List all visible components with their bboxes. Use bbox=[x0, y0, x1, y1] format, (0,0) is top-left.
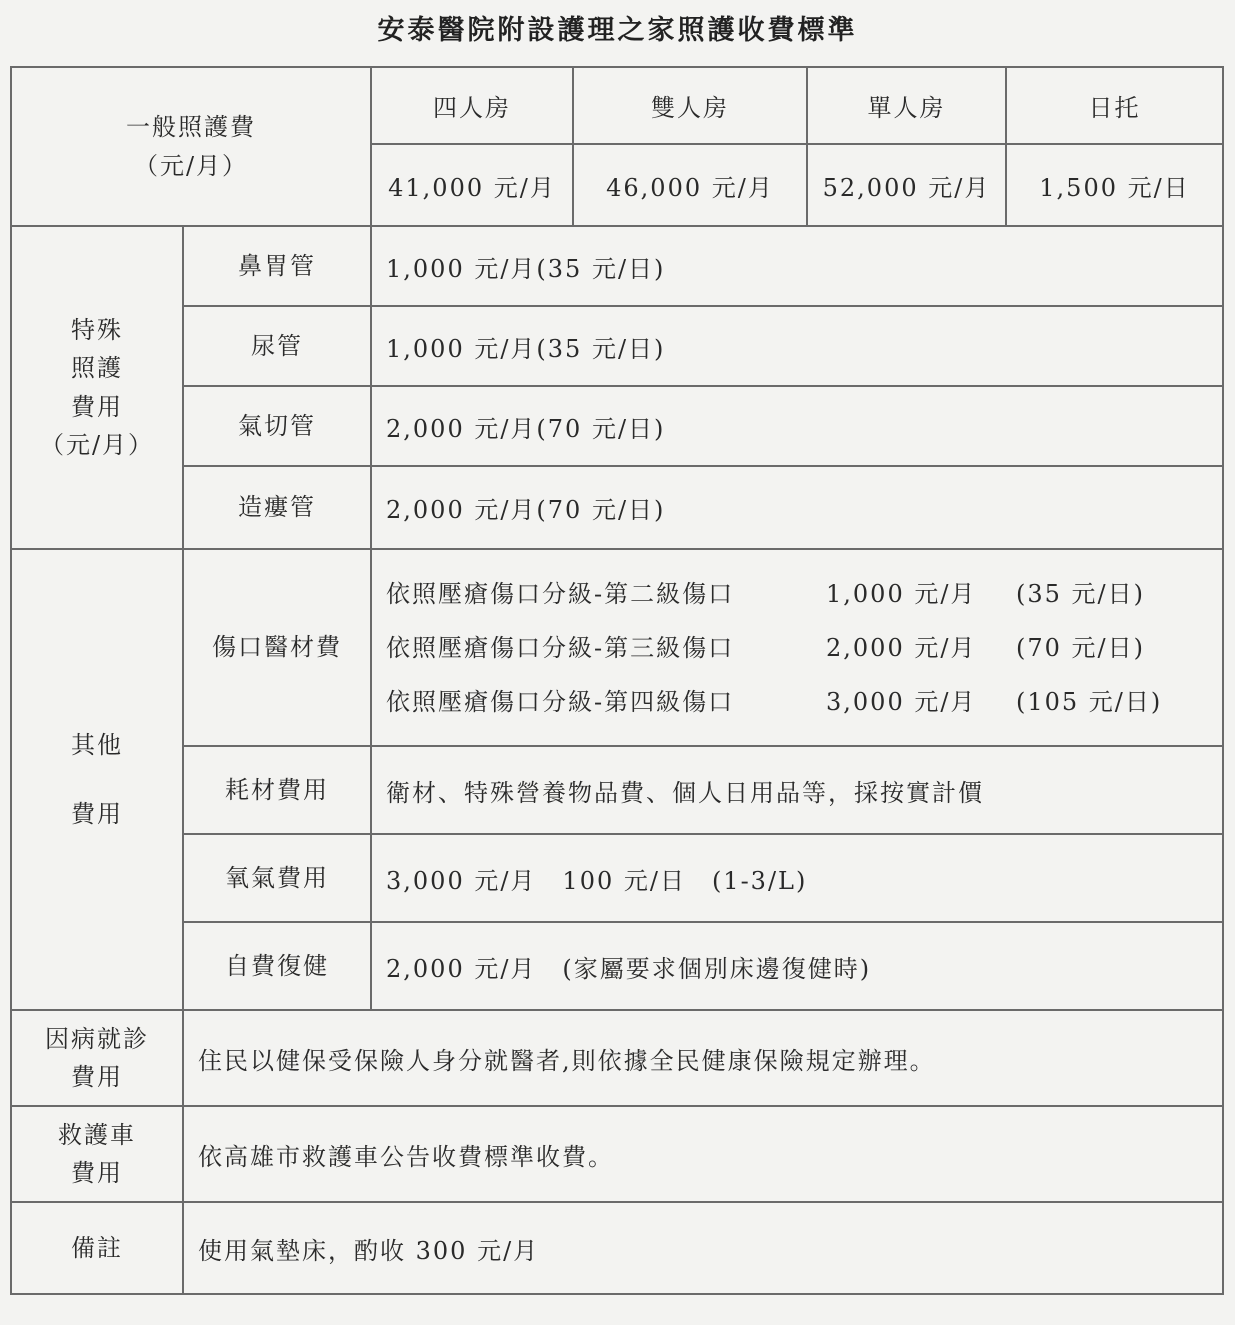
rehab-label: 自費復健 bbox=[183, 922, 371, 1010]
wound-fee-line: 依照壓瘡傷口分級-第二級傷口 1,000 元/月 (35 元/日) bbox=[386, 579, 1145, 608]
consumables-fee: 衛材、特殊營養物品費、個人日用品等，採按實計價 bbox=[371, 746, 1223, 834]
rehab-fee: 2,000 元/月 (家屬要求個別床邊復健時) bbox=[371, 922, 1223, 1010]
fee-table bbox=[10, 66, 1224, 1295]
special-item-urinary-catheter: 尿管 bbox=[183, 306, 371, 386]
room-price-day-care: 1,500 元/日 bbox=[1006, 144, 1223, 226]
remarks-label: 備註 bbox=[11, 1202, 183, 1294]
room-type-single: 單人房 bbox=[807, 67, 1006, 144]
special-fee-tracheostomy: 2,000 元/月(70 元/日) bbox=[371, 386, 1223, 466]
remarks-text: 使用氣墊床，酌收 300 元/月 bbox=[183, 1202, 1223, 1294]
special-fee-urinary-catheter: 1,000 元/月(35 元/日) bbox=[371, 306, 1223, 386]
room-price-single: 52,000 元/月 bbox=[807, 144, 1006, 226]
medical-visit-text: 住民以健保受保險人身分就醫者,則依據全民健康保險規定辦理。 bbox=[183, 1010, 1223, 1106]
room-price-double: 46,000 元/月 bbox=[573, 144, 807, 226]
room-type-four-bed: 四人房 bbox=[371, 67, 573, 144]
oxygen-fee: 3,000 元/月 100 元/日 (1-3/L) bbox=[371, 834, 1223, 922]
room-type-double: 雙人房 bbox=[573, 67, 807, 144]
special-item-tracheostomy: 氣切管 bbox=[183, 386, 371, 466]
wound-supplies-fees bbox=[371, 549, 1223, 746]
wound-fee-line: 依照壓瘡傷口分級-第四級傷口 3,000 元/月 (105 元/日) bbox=[386, 687, 1163, 716]
other-fees-label: 其他 費用 bbox=[11, 549, 183, 1010]
special-fee-ostomy: 2,000 元/月(70 元/日) bbox=[371, 466, 1223, 549]
wound-supplies-label: 傷口醫材費 bbox=[183, 549, 371, 746]
oxygen-label: 氧氣費用 bbox=[183, 834, 371, 922]
room-price-four-bed: 41,000 元/月 bbox=[371, 144, 573, 226]
general-care-label: 一般照護費 （元/月） bbox=[11, 67, 371, 226]
medical-visit-label: 因病就診 費用 bbox=[11, 1010, 183, 1106]
document-title: 安泰醫院附設護理之家照護收費標準 bbox=[377, 15, 858, 46]
special-care-label: 特殊 照護 費用 （元/月） bbox=[11, 226, 183, 549]
ambulance-label: 救護車 費用 bbox=[11, 1106, 183, 1202]
room-type-day-care: 日托 bbox=[1006, 67, 1223, 144]
ambulance-text: 依高雄市救護車公告收費標準收費。 bbox=[183, 1106, 1223, 1202]
special-item-ng-tube: 鼻胃管 bbox=[183, 226, 371, 306]
consumables-label: 耗材費用 bbox=[183, 746, 371, 834]
wound-fee-line: 依照壓瘡傷口分級-第三級傷口 2,000 元/月 (70 元/日) bbox=[386, 633, 1145, 662]
special-fee-ng-tube: 1,000 元/月(35 元/日) bbox=[371, 226, 1223, 306]
special-item-ostomy: 造瘻管 bbox=[183, 466, 371, 549]
